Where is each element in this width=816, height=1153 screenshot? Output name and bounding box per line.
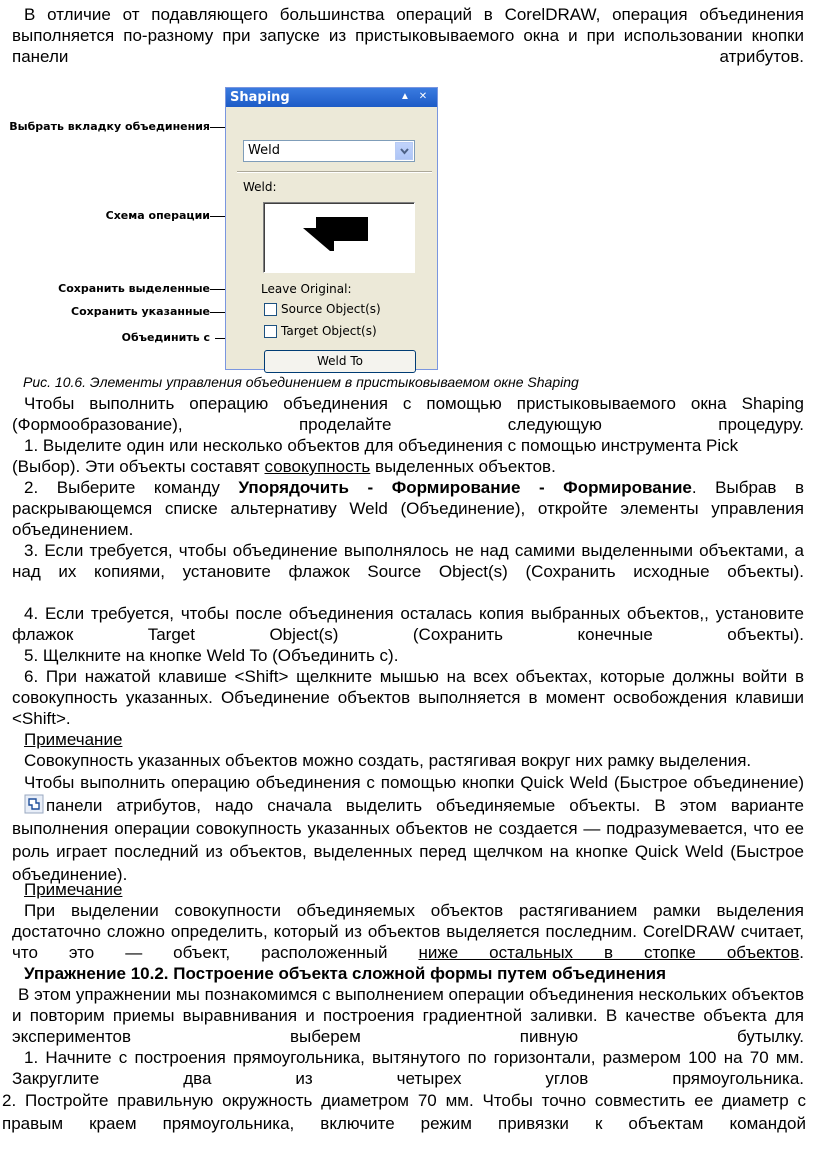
target-objects-checkbox[interactable]	[264, 325, 277, 338]
note-1: Совокупность указанных объектов можно создать, растягивая вокруг них рамку выделения.	[24, 751, 752, 770]
note-1-title-text: Примечание	[24, 730, 123, 749]
source-objects-label: Source Object(s)	[281, 302, 381, 316]
operation-select-value: Weld	[248, 143, 280, 158]
step-4: 4. Если требуется, чтобы после объединения осталась копия выбранных объектов,, установите флажок Target Object(s) (Сохранить конечные объекты).	[12, 604, 804, 644]
step-1-text-end: выделенных объектов.	[370, 457, 556, 476]
leave-original-label: Leave Original:	[261, 282, 352, 296]
note-2-text-end: .	[799, 943, 804, 962]
weld-section-label: Weld:	[243, 180, 277, 194]
intro-paragraph	[12, 4, 804, 67]
quick-weld-text-end: панели атрибутов, надо сначала выделить объединяемые объекты. В этом варианте выполнения операции совокупность указанных объектов не создается — подразумевается, что ее роль играет последний из объектов, выделенных перед щелчком на кнопке Quick Weld (Быстрое объединение).	[12, 796, 804, 884]
step-1	[12, 435, 804, 477]
exercise-title: Упражнение 10.2. Построение объекта сложной формы путем объединения	[24, 964, 667, 983]
operation-select[interactable]	[243, 140, 415, 162]
note-2	[12, 900, 804, 963]
quick-weld-paragraph	[12, 771, 804, 886]
note-2-title-text: Примечание	[24, 880, 123, 899]
note-1-title	[12, 729, 804, 750]
note-2-link[interactable]: ниже остальных в стопке объектов	[418, 943, 800, 962]
quick-weld-text: Чтобы выполнить операцию объединения с помощью кнопки Quick Weld (Быстрое объединение)	[24, 773, 804, 792]
collapse-up-icon[interactable]: ▲	[400, 91, 410, 102]
callout-weld-with: Объединить с	[121, 331, 210, 344]
paragraph-1: Чтобы выполнить операцию объединения с помощью пристыковываемого окна Shaping (Формообразование), проделайте следующую процедуру.	[12, 394, 804, 434]
operation-preview	[263, 202, 415, 273]
figure-caption: Рис. 10.6. Элементы управления объединением в пристыковываемом окне Shaping	[23, 374, 579, 390]
step-2-text-end: . Выбрав в раскрывающемся списке альтернативу Weld (Объединение), откройте элементы управления объединением.	[12, 478, 804, 539]
note-2-text: При выделении совокупности объединяемых объектов растягиванием рамки выделения достаточно сложно определить, который из объектов выделяется последним. CorelDRAW считает, что это — объект, расположенный	[12, 901, 804, 962]
target-objects-label: Target Object(s)	[281, 324, 377, 338]
weld-to-button[interactable]: Weld To	[264, 350, 416, 373]
separator	[237, 171, 432, 173]
docker-title: Shaping	[230, 90, 290, 105]
callout-scheme: Схема операции	[105, 209, 210, 222]
step-1-text: 1. Выделите один или несколько объектов для объединения с помощью инструмента Pick (Выбор). Эти объекты составят	[12, 436, 739, 476]
weld-preview-shape	[264, 203, 414, 272]
chevron-down-icon[interactable]	[395, 142, 413, 160]
step-2-command: Упорядочить - Формирование - Формирование	[238, 478, 692, 497]
step-5: 5. Щелкните на кнопке Weld To (Объединить с).	[24, 646, 399, 665]
step-2-text: 2. Выберите команду	[24, 478, 239, 497]
step-3: 3. Если требуется, чтобы объединение выполнялось не над самими выделенными объектами, а над их копиями, установите флажок Source Object(s) (Сохранить исходные объекты).	[12, 541, 804, 581]
step-6: 6. При нажатой клавише <Shift> щелкните мышью на всех объектах, которые должны войти в совокупность указанных. Объединение объектов выполняется в момент освобождения клавиши <Shift>.	[12, 667, 804, 728]
callout-keep-selected: Сохранить выделенные	[58, 282, 210, 295]
step-1-link[interactable]: совокупность	[264, 457, 371, 476]
docker-panel	[231, 110, 432, 368]
exercise-text: В этом упражнении мы познакомимся с выполнением операции объединения нескольких объектов и повторим приемы выравнивания и построения градиентной заливки. В качестве объекта для экспериментов выберем пивную бутылку.	[12, 985, 804, 1046]
note-2-title	[12, 879, 804, 900]
step-2	[12, 477, 804, 540]
shaping-docker	[225, 87, 438, 370]
exercise-step-1: 1. Начните с построения прямоугольника, вытянутого по горизонтали, размером 100 на 70 мм. Закруглите два из четырех углов прямоугольника.	[12, 1048, 804, 1088]
quick-weld-icon	[12, 794, 32, 814]
exercise-step-2: 2. Постройте правильную окружность диаметром 70 мм. Чтобы точно совместить ее диаметр с правым краем прямоугольника, включите режим привязки к объектам командой	[2, 1091, 806, 1133]
callout-select-tab: Выбрать вкладку объединения	[9, 120, 210, 133]
callout-keep-specified: Сохранить указанные	[71, 305, 210, 318]
close-icon[interactable]: ✕	[418, 91, 428, 102]
source-objects-checkbox[interactable]	[264, 303, 277, 316]
intro-text: В отличие от подавляющего большинства операций в CorelDRAW, операция объединения выполняется по-разному при запуске из пристыковываемого окна и при использовании кнопки панели атрибутов.	[12, 5, 804, 66]
